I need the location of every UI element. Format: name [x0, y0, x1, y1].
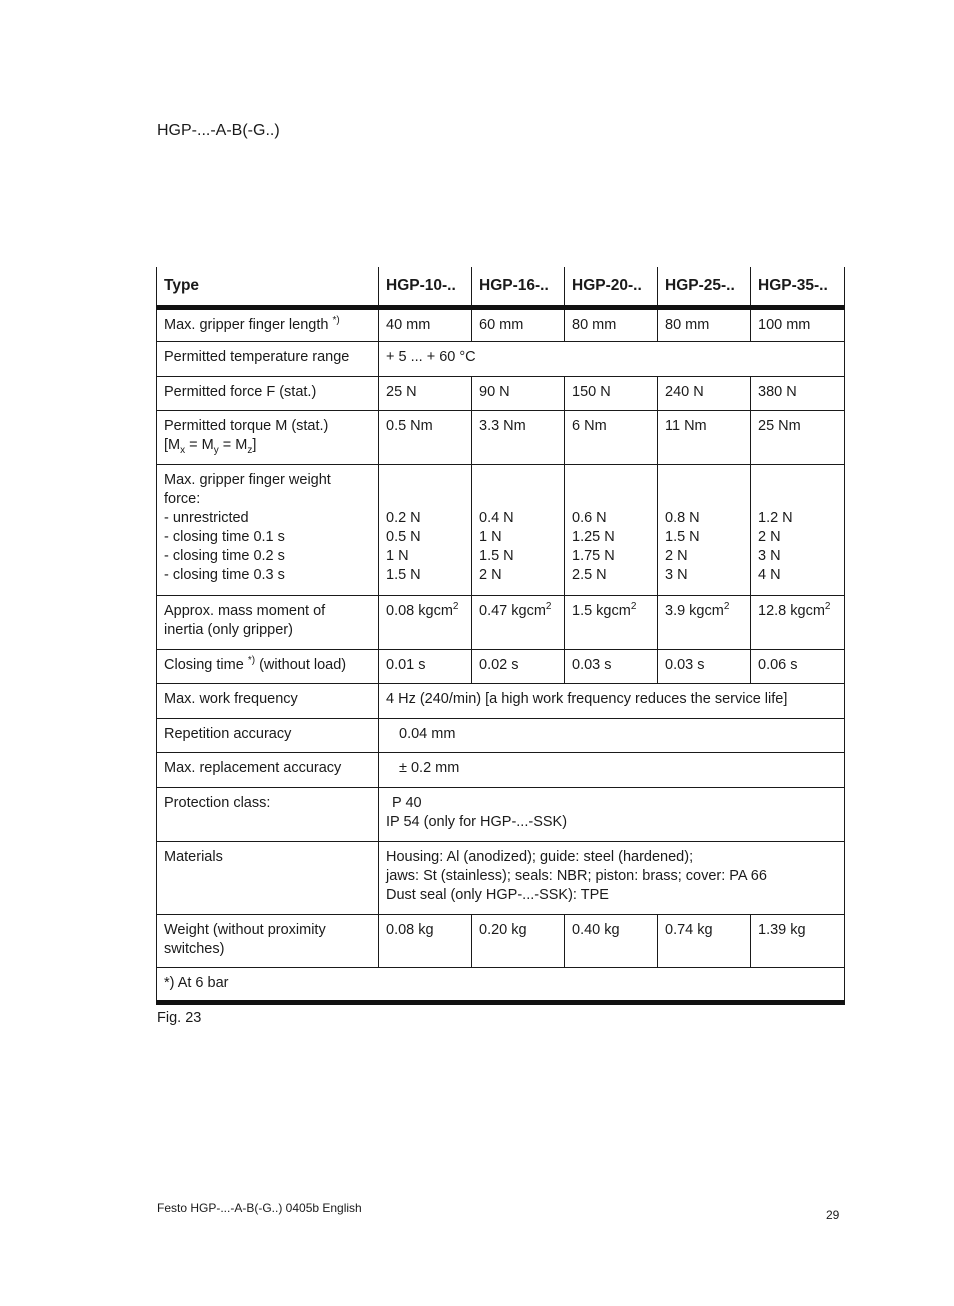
- column-header: HGP-20-..: [565, 267, 658, 307]
- table-row: [157, 410, 845, 464]
- table-header-row: [157, 267, 845, 307]
- row-label: Permitted force F (stat.): [157, 376, 379, 410]
- table-row: [157, 341, 845, 376]
- table-cell: 40 mm: [379, 307, 472, 341]
- table-cell: 1.39 kg: [751, 914, 845, 967]
- table-cell: 0.8 N 1.5 N 2 N 3 N: [658, 464, 751, 595]
- row-label: Materials: [157, 841, 379, 914]
- table-cell: 0.02 s: [472, 649, 565, 683]
- table-row: [157, 595, 845, 649]
- table-cell: 0.2 N 0.5 N 1 N 1.5 N: [379, 464, 472, 595]
- table-cell: 1.2 N 2 N 3 N 4 N: [751, 464, 845, 595]
- table-cell: 0.01 s: [379, 649, 472, 683]
- row-label: Max. replacement accuracy: [157, 752, 379, 787]
- table-cell: 100 mm: [751, 307, 845, 341]
- table-row: [157, 683, 845, 718]
- table-row: [157, 841, 845, 914]
- table-cell: 0.4 N 1 N 1.5 N 2 N: [472, 464, 565, 595]
- table-footnote: *) At 6 bar: [157, 967, 845, 1002]
- table-cell: 0.6 N 1.25 N 1.75 N 2.5 N: [565, 464, 658, 595]
- table-cell: 25 Nm: [751, 410, 845, 464]
- table-cell: 240 N: [658, 376, 751, 410]
- table-row: [157, 464, 845, 595]
- table-cell: 60 mm: [472, 307, 565, 341]
- page-header: HGP-...-A-B(-G..): [157, 122, 280, 139]
- table-cell: 0.5 Nm: [379, 410, 472, 464]
- row-label: Repetition accuracy: [157, 718, 379, 752]
- table-cell: 0.74 kg: [658, 914, 751, 967]
- table-cell: 11 Nm: [658, 410, 751, 464]
- row-label: Permitted temperature range: [157, 341, 379, 376]
- table-row: [157, 752, 845, 787]
- table-cell: 0.08 kg: [379, 914, 472, 967]
- table-cell: 4 Hz (240/min) [a high work frequency reduces the service life]: [379, 683, 845, 718]
- spec-table: [156, 267, 845, 1005]
- torque-formula: $[M_x = M_y = M_z]$: [164, 436, 257, 456]
- row-label: Max. gripper finger weight force: - unrestricted - closing time 0.1 s - closing time 0.2 s - closing time 0.3 s: [157, 464, 379, 595]
- table-row: [157, 307, 845, 341]
- table-cell: Housing: Al (anodized); guide: steel (hardened); jaws: St (stainless); seals: NBR; piston: brass; cover: PA 66 Dust seal (only HGP-...-SSK): TPE: [379, 841, 845, 914]
- table-row: [157, 376, 845, 410]
- page-number: 29: [826, 1208, 840, 1222]
- figure-caption: Fig. 23: [157, 1010, 202, 1026]
- table-cell: 380 N: [751, 376, 845, 410]
- column-header: HGP-25-..: [658, 267, 751, 307]
- row-label: Weight (without proximity switches): [157, 914, 379, 967]
- table-cell: 6 Nm: [565, 410, 658, 464]
- table-row: [157, 914, 845, 967]
- table-cell: 0.40 kg: [565, 914, 658, 967]
- table-cell: 0.03 s: [658, 649, 751, 683]
- table-cell: P 40 IP 54 (only for HGP-...-SSK): [379, 787, 845, 841]
- column-header: HGP-16-..: [472, 267, 565, 307]
- table-cell: 90 N: [472, 376, 565, 410]
- row-label: Max. gripper finger length *): [157, 307, 379, 341]
- column-header: HGP-10-..: [379, 267, 472, 307]
- column-header: Type: [157, 267, 379, 307]
- row-label: Max. work frequency: [157, 683, 379, 718]
- row-label: Protection class:: [157, 787, 379, 841]
- table-row: [157, 787, 845, 841]
- table-cell: 0.06 s: [751, 649, 845, 683]
- table-cell: 150 N: [565, 376, 658, 410]
- column-header: HGP-35-..: [751, 267, 845, 307]
- table-cell: 0.08 kgcm$^2$: [379, 595, 472, 649]
- row-label: Closing time *) (without load): [157, 649, 379, 683]
- table-cell: 1.5 kgcm$^2$: [565, 595, 658, 649]
- table-cell: 25 N: [379, 376, 472, 410]
- table-cell: 3.3 Nm: [472, 410, 565, 464]
- table-cell: + 5 ... + 60 °C: [379, 341, 845, 376]
- row-label: Approx. mass moment of inertia (only gripper): [157, 595, 379, 649]
- row-label: Permitted torque M (stat.) $[M_x = M_y = M_z]$: [157, 410, 379, 464]
- table-cell: 0.20 kg: [472, 914, 565, 967]
- table-row: [157, 649, 845, 683]
- footnote-row: [157, 967, 845, 1002]
- footer-text: Festo HGP-...-A-B(-G..) 0405b English: [157, 1201, 362, 1215]
- table-cell: 0.04 mm: [379, 718, 845, 752]
- table-row: [157, 718, 845, 752]
- table-cell: 80 mm: [565, 307, 658, 341]
- table-cell: ± 0.2 mm: [379, 752, 845, 787]
- table-cell: 80 mm: [658, 307, 751, 341]
- table-cell: 0.03 s: [565, 649, 658, 683]
- table-cell: 0.47 kgcm$^2$: [472, 595, 565, 649]
- table-cell: 3.9 kgcm$^2$: [658, 595, 751, 649]
- table-cell: 12.8 kgcm$^2$: [751, 595, 845, 649]
